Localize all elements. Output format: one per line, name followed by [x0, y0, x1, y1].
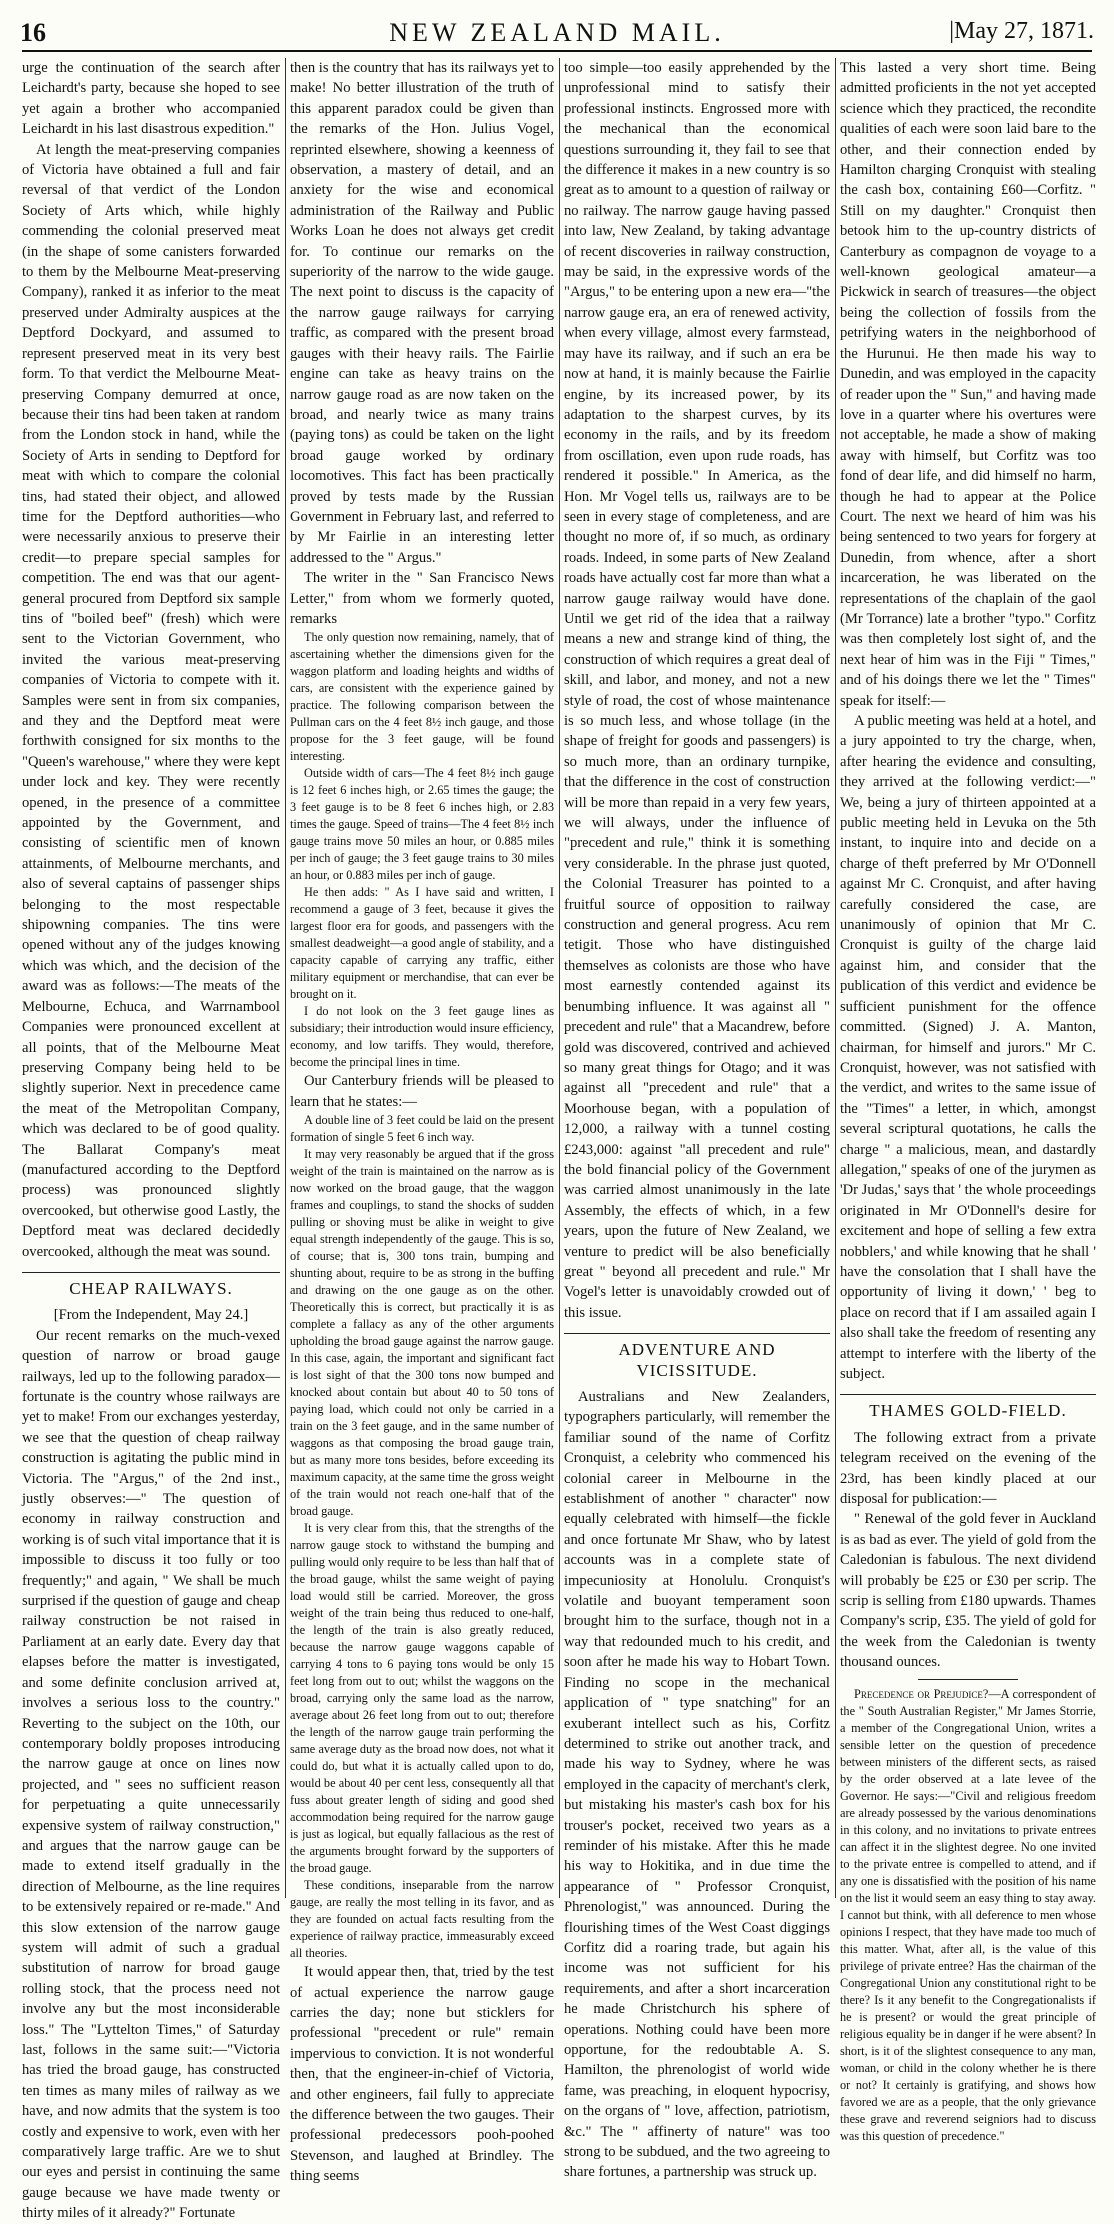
source-line: [From the Independent, May 24.] — [53, 1307, 249, 1324]
news-item-lead: Precedence or Prejudice? — [854, 1686, 989, 1701]
page-number: 16 — [20, 18, 46, 47]
column-1 — [22, 58, 281, 2222]
article-paragraph: urge the continuation of the search after Leichardt's party, because she hoped to see yet again a brother who accompanied Leichardt in his last disastrous expedition." — [22, 60, 280, 138]
masthead — [20, 18, 1094, 58]
article-paragraph: This lasted a very short time. Being admitted proficients in the not yet accepted science which they practiced, the recondite qualities of each were soon laid bare to the other, and their connection ended by Hamilton charging Cronquist with stealing the cash box, containing £60—Corfitz. " Still on my daughter." Cronquist then betook him to the up-country districts of Canterbury as compagnon de voyage to a well-known geological amateur—a Pickwick in search of treasures—the object being the collection of fossils from the petrifying waters in the neighborhood of the Hurunui. He then made his way to Dunedin, and was employed in the capacity of reader upon the " Sun," and having made love in a quarter where his overtures were not acceptable, he made a show of making away with himself, but Corfitz was too fond of dear life, and did himself no harm, though he had to appear at the Police Court. The next we heard of him was his being sentenced to two years for forgery at Dunedin, from whence, after a short incarceration, he was liberated on the representations of the chaplain of the gaol (Mr Torrance) late a brother "typo." Corfitz was then completely lost sight of, and the next hear of him was in the Fiji " Times," and of his doings there we let the " Times" speak for itself:— — [840, 60, 1096, 709]
section-heading: CHEAP RAILWAYS. — [22, 1272, 280, 1299]
news-item — [840, 1686, 1096, 2145]
article-paragraph: too simple—too easily apprehended by the unprofessional mind to satisfy their professional instincts. Engrossed more with the mechanical than the economical questions surrounding it, they fail to see that the difference it makes in a new country is so great as to amount to a question of railway or no railway. The narrow gauge having passed into law, New Zealand, by taking advantage of recent discoveries in railway construction, may be said, in the expressive words of the "Argus," to be entering upon a new era—"the narrow gauge era, an era of renewed activity, when every village, almost every farmstead, may have its railway, and if such an era be now at hand, it is mainly because the Fairlie engine, by its increased power, by its adaptation to the sharpest curves, by its economy in the rails, and by its freedom from oscillation, even upon rude roads, has rendered it possible." In America, as the Hon. Mr Vogel tells us, railways are to be seen in every stage of completeness, and are thought no more of, if so much, as ordinary roads. Indeed, in some parts of New Zealand roads have actually cost far more than what a narrow gauge railway would have done. Until we get rid of the idea that a railway means a new and strange kind of thing, the construction of which requires a great deal of skill, and labor, and money, and not a new style of road, the cost of whose maintenance is so much less, and whose tollage (in the shape of freight for goods and passengers) is so much more, than an ordinary turnpike, that the difference in the cost of construction will be more than repaid in a very few years, we will always, under the influence of "precedent and rule," think it is something very considerable. In the phrase just quoted, the Colonial Treasurer has pointed to a fruitful source of opposition to railway construction and general progress. Acu rem tetigit. Those who have distinguished themselves as colonists are those who have most earnestly contended against its benumbing influence. It was against all " precedent and rule" that a Macandrew, before gold was discovered, contrived and achieved so many great things for Otago; and it was against all "precedent and rule" that a Moorhouse began, with a population of 12,000, a railway with a tunnel costing £243,000: against "all precedent and rule" the bold financial policy of the Government was carried almost unanimously in the late Assembly, the effects of which, in a few years, upon the future of New Zealand, we venture to predict will be also beneficially great " beyond all precedent and rule." Mr Vogel's letter is unavoidably crowded out of this issue. — [564, 60, 830, 1321]
article-paragraph: " Renewal of the gold fever in Auckland is as bad as ever. The yield of gold from the Caledonian is fabulous. The next dividend will probably be £25 or £30 per scrip. The scrip is selling from £180 upwards. Thames Company's scrip, £35. The yield of gold for the week from the Caledonian is twenty thousand ounces. — [840, 1511, 1096, 1671]
article-paragraph: The writer in the " San Francisco News Letter," from whom we formerly quoted, remarks — [290, 570, 554, 627]
quoted-paragraph: It may very reasonably be argued that if the gross weight of the train is maintained on the narrow as is now worked on the broad gauge, that the waggon frames and couplings, to stand the shocks of sudden pulling or shoving must be alike in weight to give equal strength independently of the gauge. This is so, of course; that is, 300 tons train, bumping and shunting about, require to be as strong in the buffing and drawing on the one gauge as on the other. Theoretically this is correct, but practically it is as complete a fallacy as any of the other arguments upholding the broad gauge against the narrow gauge. In this case, again, the important and significant fact is lost sight of that the 300 tons now bumped and knocked about contain but about 40 to 50 tons of paying load, which could not only be carried in a train on the 3 feet gauge, and in the same number of waggons as that composing the broad gauge train, but as many more tons besides, before exceeding its maximum capacity, at the same time the gross weight of the train would not reach one-half that of the broad gauge. — [290, 1147, 554, 1519]
column-divider — [285, 58, 286, 1898]
quoted-paragraph: It is very clear from this, that the strengths of the narrow gauge stock to withstand the bumping and pulling would only require to be less than half that of the broad gauge, whilst the same weight of paying load would still be carried. Moreover, the gross weight of the train being thus reduced to one-half, the length of the train is also greatly reduced, because the narrow gauge waggons capable of carrying 4 tons to 6 paying tons would be only 15 feet long from out to out; whilst the waggons on the broad, carrying only the same load as the narrow, average about 26 feet long from out to out; therefore the length of the narrow gauge train performing the same average duty as the broad now does, not what it could do, but what it is actually called upon to do, would be about 40 per cent less, consequently all that fuss about greater length of siding and good shed accommodation being required for the narrow gauge is just as logical, but equally fallacious as the rest of the arguments brought forward by the supporters of the broad gauge. — [290, 1521, 554, 1876]
masthead-rule — [22, 50, 1092, 52]
article-paragraph: A public meeting was held at a hotel, and a jury appointed to try the charge, when, after hearing the evidence and consulting, they arrived at the following verdict:—" We, being a jury of thirteen appointed at a public meeting held in Levuka on the 5th instant, to inquire into and decide on a charge of theft preferred by Mr O'Donnell against Mr C. Cronquist, and after having carefully considered the case, are unanimously of opinion that Mr C. Cronquist is guilty of the charge laid against him, and consider that the publication of this verdict and evidence be sufficient punishment for the offence committed. (Signed) J. A. Manton, chairman, for himself and jurors." Mr C. Cronquist, however, was not satisfied with the verdict, and writes to the same issue of the "Times" a letter, in which, amongst several scriptural quotations, he calls the charge " a malicious, mean, and dastardly allegation," speaks of one of the jurymen as 'Dr Judas,' says that ' the whole proceedings originated in Mr O'Donnell's desire for excitement and hope of selling a few extra nobblers,' and while knowing that he shall ' have the consolation that I shall have the opportunity of living it down,' ' beg to place on record that if I am assailed again I also shall take the freedom of resenting any attempt to interfere with the liberty of the subject. — [840, 713, 1096, 1382]
article-paragraph: The following extract from a private telegram received on the evening of the 23rd, has been kindly placed at our disposal for publication:— — [840, 1429, 1096, 1508]
article-paragraph: At length the meat-preserving companies of Victoria have obtained a full and fair reversal of that verdict of the London Society of Arts which, while highly commending the colonial preserved meat (in the shape of some canisters forwarded to them by the Melbourne Meat-preserving Company), ranked it as inferior to the meat preserved under Admiralty auspices at the Deptford Dockyard, and assumed to represent preserved meat in its very best form. To that verdict the Melbourne Meat-preserving Company demurred at once, because their tins had been taken at random from the London stock in hand, while the Society of Arts in sending to Deptford for meat with which to compare the colonial tins, had stated their object, and allowed time for the Deptford authorities—who were necessarily anxious to preserve their credit—to prepare special samples for competition. The end was that our agent-general procured from Deptford six sample tins of "boiled beef" (fresh) which were sent to the Victorian Government, who invited the various meat-preserving companies of Victoria to compete with it. Samples were sent in from six companies, and they and the Deptford meat were forthwith consigned for six months to the "Queen's warehouse," where they were kept under lock and key. They were recently opened, in the presence of a committee appointed by the Government, and consisting of scientific men of known attainments, of Melbourne merchants, and also of several captains of passenger ships belonging to the most respectable shipowning companies. The tins were opened without any of the judges knowing which was which, and the decision of the award was as follows:—The meats of the Melbourne, Echuca, and Warrnambool Companies were pronounced excellent at all points, that of the Melbourne Meat preserving Company being held to be slightly superior. Next in precedence came the meat of the Metropolitan Company, which was declared to be of good quality. The Ballarat Company's meat (manufactured according to the Deptford process) was pronounced slightly overcooked, but otherwise good Lastly, the Deptford meat was declared decidedly overcooked, although the meat was sound. — [22, 141, 280, 1260]
column-divider — [835, 58, 836, 1898]
column-divider — [559, 58, 560, 1898]
article-paragraph: Australians and New Zealanders, typographers particularly, will remember the familiar sound of the name of Corfitz Cronquist, a celebrity who commenced his colonial career in Melbourne in the establishment of another " character" now equally celebrated with himself—the fickle and once fortunate Mr Shaw, who by latest accounts was in a complete state of impecuniosity at Honolulu. Cronquist's volatile and buoyant temperament soon brought him to the surface, though not in a way that redounded much to his credit, and soon after he made his way to Hobart Town. Finding no scope in the mechanical application of " type snatching" for an exuberant intellect such as his, Corfitz determined to strike out another track, and made his way to Sydney, where he was employed in the capacity of merchant's clerk, but mistaking his master's cash box for his trouser's pocket, received two years as a reminder of his mistake. After this he made his way to Hokitika, and in due time the appearance of " Professor Cronquist, Phrenologist," was announced. During the flourishing times of the West Coast diggings Corfitz did a roaring trade, but again his income was not sufficient for his requirements, and after a short incarceration he made Christchurch his sphere of operations. Nothing could have been more opportune, for the redoubtable A. S. Hamilton, the phrenologist of world wide fame, was preaching, in eloquent hypocrisy, on the organs of " love, affection, patriotism, &c." The " affinerty of nature" was too strong to be subdued, and the two agreeing to share fortunes, a partnership was struck up. — [564, 1389, 830, 2181]
quoted-paragraph: Outside width of cars—The 4 feet 8½ inch gauge is 12 feet 6 inches high, or 2.65 times the gauge; the 3 feet gauge is to be 8 feet 6 inches high, or 2.83 times the gauge. Speed of trains—The 4 feet 8½ inch gauge trains move 50 miles an hour, or 0.885 miles per inch of gauge; the 3 feet gauge trains to 30 miles an hour, or 0.883 miles per inch of gauge. — [290, 766, 554, 883]
short-rule — [918, 1679, 1018, 1680]
quoted-paragraph: He then adds: " As I have said and written, I recommend a gauge of 3 feet, because it gives the largest floor era for goods, and passengers with the smallest deadweight—a good angle of stability, and a capacity capable of carrying any traffic, either military equipment or merchandise, that can ever be brought on it. — [290, 885, 554, 1002]
article-paragraph: Our Canterbury friends will be pleased to learn that he states:— — [290, 1073, 554, 1110]
column-2 — [290, 58, 554, 2185]
paper-title: NEW ZEALAND MAIL. — [389, 18, 725, 47]
quoted-paragraph: The only question now remaining, namely, that of ascertaining whether the dimensions given for the waggon platform and loading heights and widths of cars, are consistent with the experience gained by practice. The following comparison between the Pullman cars on the 4 feet 8½ inch gauge, and those propose for the 3 feet gauge, will be found interesting. — [290, 630, 554, 764]
section-heading: THAMES GOLD-FIELD. — [840, 1394, 1096, 1421]
quoted-paragraph: These conditions, inseparable from the narrow gauge, are really the most telling in its favor, and as they are founded on actual facts resulting from the experience of railway practice, immeasurably exceed all theories. — [290, 1878, 554, 1961]
news-item-body: —A correspondent of the " South Australian Register," Mr James Storrie, a member of the Congregational Union, writes a sensible letter on the question of precedence between ministers of the different sects, as raised by the order observed at a late levee of the Governor. He says:—"Civil and religious freedom are already possessed by the various denominations in this colony, and no invitations to private entrees can affect it in the slightest degree. No one invited to the private entree is compelled to attend, and if any one is dissatisfied with the position of his name on the list it would seem an easy thing to stay away. I cannot but think, with all deference to men whose opinions I respect, that they have made too much of this matter. What, after all, is the value of this privilege of private entree? Has the chairman of the Congregational Union any constitutional right to be there? Is it any benefit to the Congregationalists if he is present? or would the great principle of religious equality be in danger if he were absent? In short, is it of the slightest consequence to any man, woman, or child in the colony whether he is there or not? It certainly is gratifying, and shows how favored we are as a people, that the only grievance these grave and reverend seigniors had to discuss was this question of precedence." — [840, 1686, 1096, 2143]
quoted-paragraph: I do not look on the 3 feet gauge lines as subsidiary; their introduction would insure efficiency, economy, and low tariffs. They would, therefore, become the principal lines in time. — [290, 1004, 554, 1070]
column-3 — [564, 58, 830, 2181]
quoted-paragraph: A double line of 3 feet could be laid on the present formation of single 5 feet 6 inch way. — [290, 1113, 554, 1145]
issue-date: |May 27, 1871. — [949, 18, 1094, 44]
section-heading: ADVENTURE AND VICISSITUDE. — [564, 1333, 830, 1381]
article-paragraph: Our recent remarks on the much-vexed question of narrow or broad gauge railways, led up to the following paradox—fortunate is the country whose railways are yet to make! From our exchanges yesterday, we see that the question of cheap railway construction is agitating the public mind in Victoria. The "Argus," of the 2nd inst., justly observes:—" The question of economy in railway construction and working is of such vital importance that it is impossible to discuss it too fully or too frequently;" and again, " We shall be much surprised if the question of gauge and cheap railway construction be not raised in Parliament at an early date. Every day that elapses before the matter is investigated, and some definite conclusion arrived at, involves a serious loss to the country." Reverting to the subject on the 10th, our contemporary boldly proposes introducing the narrow gauge at once on lines now projected, and " sees no sufficient reason for perpetuating a quite unnecessarily expensive system of railway construction," and argues that the narrow gauge can be made to extend itself gradually in the direction of Melbourne, as the line requires to be extensively repaired or re-made." And this slow extension of the narrow gauge system will admit of such a gradual substitution of narrow for broad gauge rolling stock, that the process need not involve any but the most inconsiderable loss." The "Lyttelton Times," of Saturday last, follows in the same suit:—"Victoria has tried the broad gauge, has constructed ten times as many miles of railway as we have, and now admits that the system is too costly and expensive to work, even with her comparatively large traffic. Are we to shut our eyes and persist in continuing the same gauge because we have made twenty or thirty miles of it already?" Fortunate — [22, 1327, 281, 2222]
article-paragraph: It would appear then, that, tried by the test of actual experience the narrow gauge carries the day; none but sticklers for professional "precedent or rule" remain impervious to conviction. It is not wonderful then, that the engineer-in-chief of Victoria, and other engineers, fail fully to appreciate the difference between the two gauges. Their professional predecessors pooh-poohed Stevenson, and laughed at Brindley. The thing seems — [290, 1964, 554, 2185]
article-paragraph: then is the country that has its railways yet to make! No better illustration of the truth of this apparent paradox could be given than the remarks of the Hon. Julius Vogel, reprinted elsewhere, showing a keenness of observation, a mastery of detail, and an anxiety for the wise and economical administration of the Railway and Public Works Loan he does not always get credit for. To continue our remarks on the superiority of the narrow to the wide gauge. The next point to discuss is the capacity of the narrow gauge railways for carrying traffic, as compared with the present broad gauges with their heavy rails. The Fairlie engine can take as heavy trains on the narrow gauge road as are now taken on the broad, and nearly twice as many trains (paying tons) as could be taken on the light broad gauge worked by ordinary locomotives. This fact has been practically proved by tests made by the Russian Government in February last, and referred to by Mr Fairlie in an interesting letter addressed to the " Argus." — [290, 60, 554, 566]
column-4 — [840, 58, 1096, 2143]
